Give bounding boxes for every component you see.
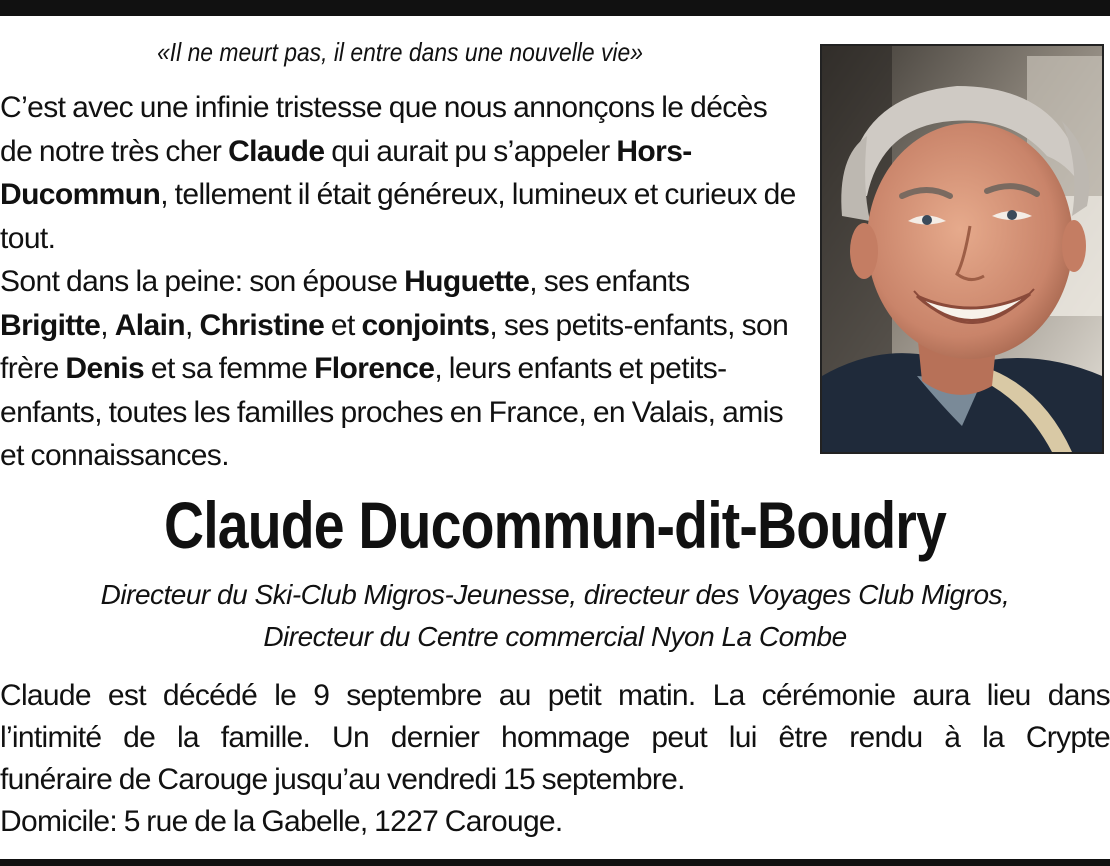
text-run: , ses enfants — [529, 265, 690, 298]
text-run: et sa femme — [144, 352, 315, 385]
text-run: Sont dans la peine: son épouse — [0, 265, 405, 298]
text-run: , ses petits-enfants, son frère — [0, 308, 789, 385]
text-run: , — [185, 308, 200, 342]
portrait-photo — [820, 44, 1104, 454]
details-line: l’intimité de la famille. Un dernier hommage peut lui être rendu à la Crypte — [0, 721, 1110, 754]
text-run: , tellement il était généreux, lumineux et curieux de tout. — [0, 178, 796, 255]
announcement-text — [0, 86, 800, 478]
details-line: Claude est décédé le 9 septembre au petit matin. La cérémonie aura lieu dans — [0, 679, 1110, 712]
text-run: qui aurait pu s’appeler — [324, 134, 617, 168]
deceased-name: Claude Ducommun-dit-Boudry — [163, 488, 947, 562]
name-highlight: Christine — [199, 308, 325, 342]
name-highlight: Claude — [228, 134, 325, 168]
top-rule — [0, 0, 1110, 16]
roles-line: Directeur du Centre commercial Nyon La Combe — [263, 621, 847, 652]
roles-line: Directeur du Ski-Club Migros-Jeunesse, directeur des Voyages Club Migros, — [100, 579, 1010, 610]
name-highlight: Florence — [314, 352, 435, 385]
name-highlight: Hors-Ducommun — [0, 134, 692, 211]
announcement-paragraph — [0, 86, 800, 260]
text-run: C’est avec une infinie tristesse que nous annonçons le décès de notre très cher — [0, 91, 768, 168]
bottom-rule — [0, 859, 1110, 866]
roles-block — [0, 574, 1110, 658]
ceremony-details — [0, 675, 1110, 843]
name-highlight: Denis — [65, 352, 145, 385]
text-run: , — [100, 308, 115, 342]
name-highlight: Brigitte — [0, 308, 101, 342]
motto-quote: «Il ne meurt pas, il entre dans une nouvelle vie» — [157, 37, 643, 67]
domicile-line: Domicile: 5 rue de la Gabelle, 1227 Carouge. — [0, 805, 563, 838]
name-highlight: Huguette — [404, 265, 530, 298]
text-run: , leurs enfants et petits-enfants, toutes les familles proches en France, en Valais, amis et connaissances. — [0, 352, 784, 472]
text-run: et — [324, 308, 362, 342]
details-line: funéraire de Carouge jusqu’au vendredi 15 septembre. — [0, 763, 685, 796]
mourners-paragraph — [0, 260, 800, 478]
name-highlight: conjoints — [361, 308, 490, 342]
name-highlight: Alain — [114, 308, 186, 342]
